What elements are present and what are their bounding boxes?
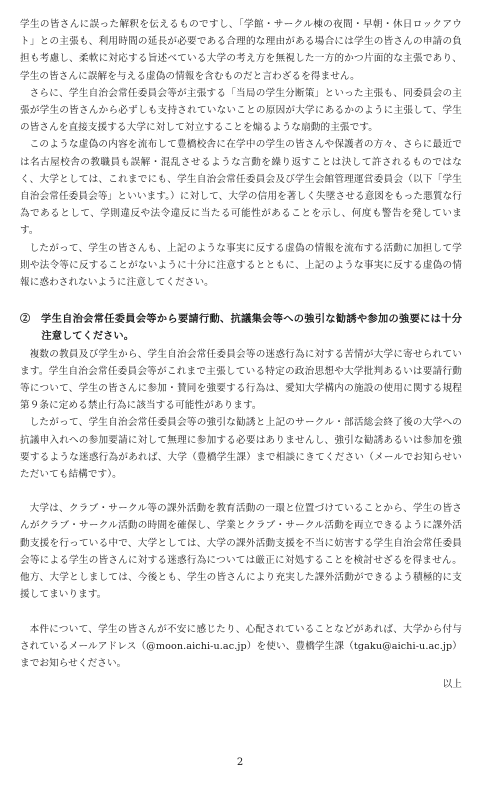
paragraph-division-claim: さらに、学生自治会常任委員会等が主張する「当局の学生分断策」といった主張も、同委員会の主張が学生の皆さんから必ずしも支持されていないことの原因が大学にあるかのように主張して、学生の皆さんを直接支援する大学に対して対立することを煽るような扇動的主張です。	[20, 87, 462, 134]
page-number: 2	[236, 757, 244, 768]
paragraph-consultation: したがって、学生自治会常任委員会等の強引な勧誘と上記のサークル・部活総会終了後の大学への抗議申入れへの参加要請に対して無理に参加する必要はありませんし、強引な勧誘あるいは参加を強要するような迷惑行為があれば、大学（豊橋学生課）まで相談にきてください（メールでお知らせいただいても結構です）。	[20, 417, 462, 481]
paragraph-contact: 本件について、学生の皆さんが不安に感じたり、心配されていることなどがあれば、大学から付与されているメールアドレス（@moon.aichi-u.ac.jp）を使い、豊橋学生課（tgaku@aichi-u.ac.jp）までお知らせください。	[20, 623, 462, 669]
paragraph-extracurricular-support: 大学は、クラブ・サークル等の課外活動を教育活動の一環と位置づけていることから、学生の皆さんがクラブ・サークル活動の時間を確保し、学業とクラブ・サークル活動を両立できるように課外活動支援を行っている中で、大学としては、大学の課外活動支援を不当に妨害する学生自治会常任委員会等による学生の皆さんに対する迷惑行為については厳正に対処することを検討せざるを得ません。他方、大学としましては、今後とも、学生の皆さんにより充実した課外活動ができるよう積極的に支援してまいります。	[20, 503, 462, 601]
paragraph-complaints: 複数の教員及び学生から、学生自治会常任委員会等の迷惑行為に対する苦情が大学に寄せられています。学生自治会常任委員会等がこれまで主張している特定の政治思想や大学批判あるいは要請行動等について、学生の皆さんに参加・賛同を強要する行為は、愛知大学構内の施設の使用に関する規程第９条に定める禁止行為に該当する可能性があります。	[20, 348, 462, 412]
section-heading-2: ② 学生自治会常任委員会等から要請行動、抗議集会等への強引な勧誘や参加の強要には十分注意してください。	[20, 313, 462, 343]
paragraph-warning: このような虚偽の内容を流布して豊橋校舎に在学中の学生の皆さんや保護者の方々、さらに最近では名古屋校舎の教職員も誤解・混乱させるような言動を繰り返すことは決して許されるものではなく、大学としては、これまでにも、学生自治会常任委員会及び学生会館管理運営委員会（以下「学生自治会常任委員会等」といいます。）に対して、大学の信用を著しく失墜させる意図をもった悪質な行為であるとして、学則違反や法令違反に当たる可能性があることを示し、何度も警告を発しています。	[20, 139, 462, 237]
paragraph-misinterpretation: 学生の皆さんに誤った解釈を伝えるものですし、「学館・サークル棟の夜間・早朝・休日ロックアウト」との主張も、利用時間の延長が必要である合理的な理由がある場合には学生の皆さんの申請の負担も考慮し、柔軟に対応する旨述べている大学の考え方を無視した一方的かつ片面的な主張であり、学生の皆さんに誤解を与える虚偽の情報を含むものだと言わざるを得ません。	[20, 19, 462, 82]
document-body	[20, 16, 462, 693]
closing-mark: 以上	[442, 679, 462, 691]
paragraph-caution: したがって、学生の皆さんも、上記のような事実に反する虚偽の情報を流布する活動に加担して学則や法令等に反することがないように十分に注意するとともに、上記のような事実に反する虚偽の情報に惑わされないように注意してください。	[20, 242, 462, 289]
